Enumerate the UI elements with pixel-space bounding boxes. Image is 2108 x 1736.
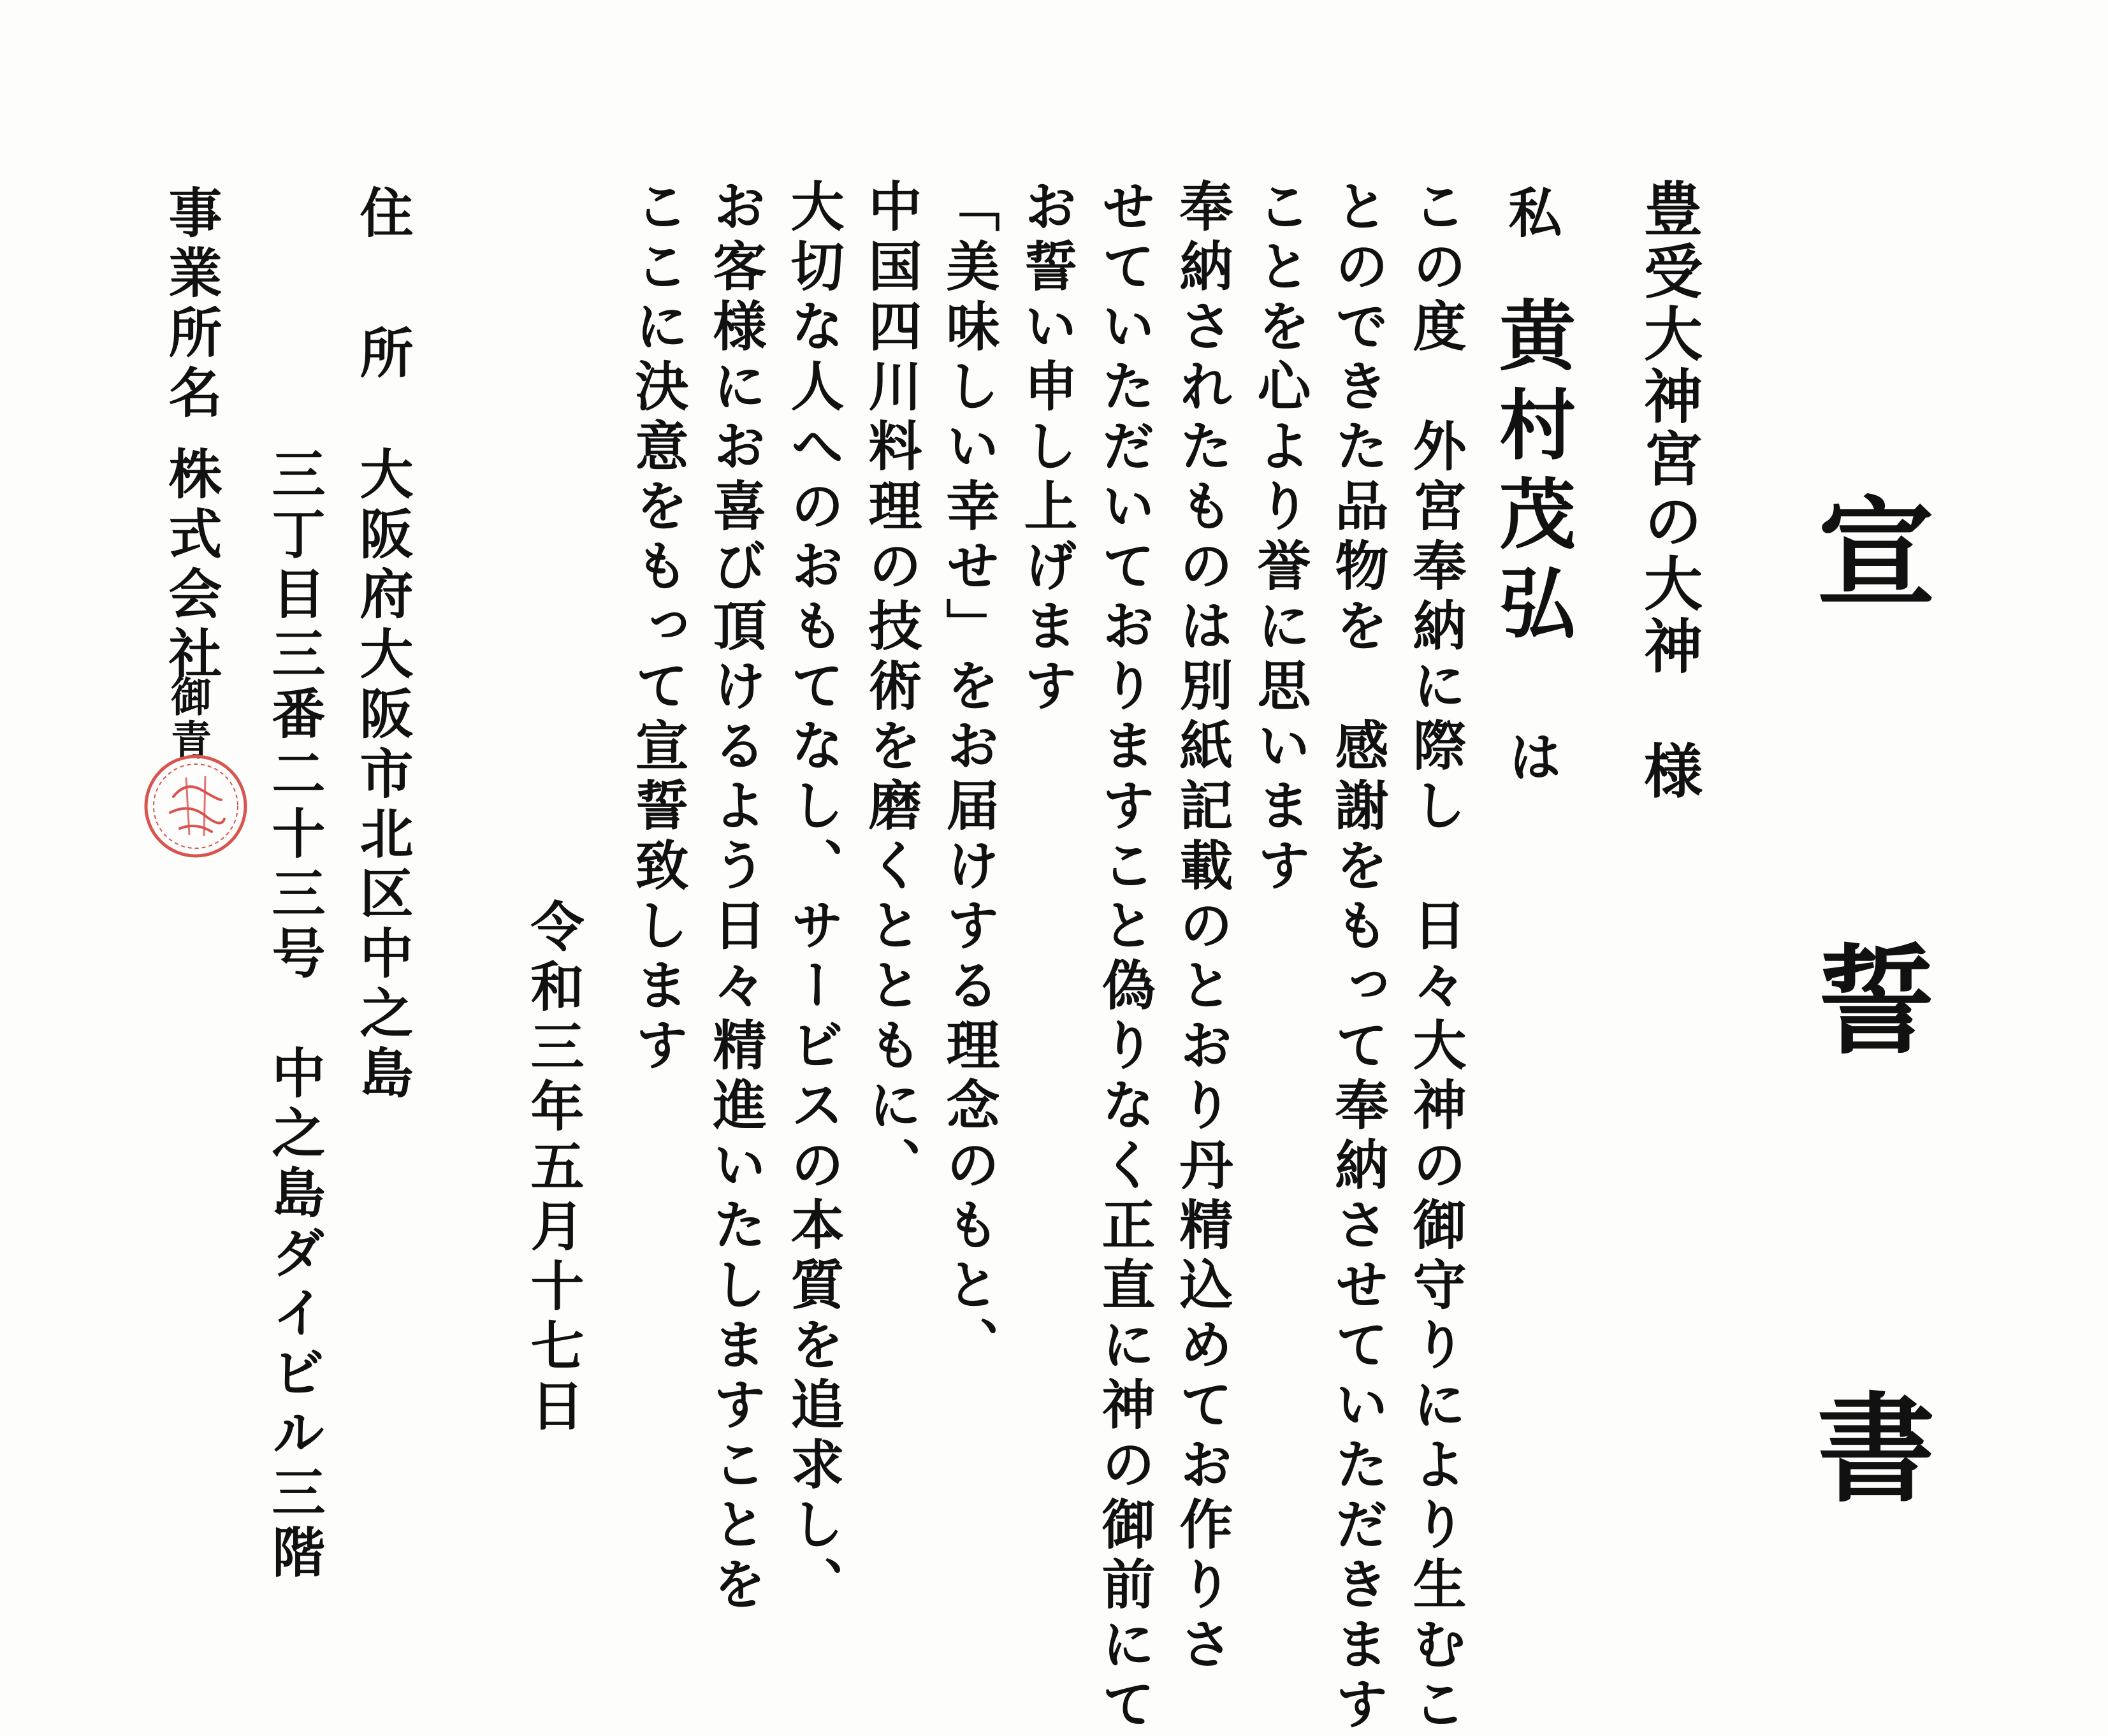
pledger-line xyxy=(1487,185,1576,789)
business-label: 事業所名 xyxy=(160,185,223,424)
address-label-2: 所 xyxy=(351,325,414,385)
body-line-5: せていただいておりますこと偽りなく正直に神の御前にて xyxy=(1093,178,1156,1736)
body-line-7: 「美味しい幸せ」をお届けする理念のもと、 xyxy=(938,178,1001,1377)
body-line-2: とのできた品物を 感謝をもって奉納させていただきます xyxy=(1327,178,1390,1736)
addressee: 豊受大神宮の大神 様 xyxy=(1634,178,1703,803)
document-date: 令和三年五月十七日 xyxy=(522,899,585,1438)
body-line-4: 奉納されたものは別紙記載のとおり丹精込めてお作りさ xyxy=(1171,178,1234,1676)
body-line-9: 大切な人へのおもてなし、サービスの本質を追求し、 xyxy=(782,178,845,1616)
document-title: 宣 誓 書 xyxy=(1797,491,1936,1600)
company-seal-stamp xyxy=(142,752,250,860)
body-line-1: この度 外宮奉納に際し 日々大神の御守りにより生むこ xyxy=(1404,178,1467,1736)
company-type: 株式会社 xyxy=(160,446,223,686)
body-line-6: お誓い申し上げます xyxy=(1015,178,1079,718)
address-line-2: 三丁目三番二十三号 中之島ダイビル三階 xyxy=(263,446,326,1584)
company-name: 御青 xyxy=(164,676,212,762)
body-line-11: ここに決意をもって宣誓致します xyxy=(627,178,690,1077)
address-line-1: 大阪府大阪市北区中之島 xyxy=(351,446,414,1105)
pledger-suffix: は xyxy=(1500,729,1563,789)
body-line-8: 中国四川料理の技術を磨くとともに、 xyxy=(860,178,923,1197)
pledger-name: 黄村茂弘 xyxy=(1487,296,1576,653)
body-line-10: お客様にお喜び頂けるよう日々精進いたしますことを xyxy=(704,178,767,1616)
body-line-3: ことを心より誉に思います xyxy=(1249,178,1312,897)
address-label-1: 住 xyxy=(351,185,414,245)
pledger-prefix: 私 xyxy=(1500,185,1563,245)
